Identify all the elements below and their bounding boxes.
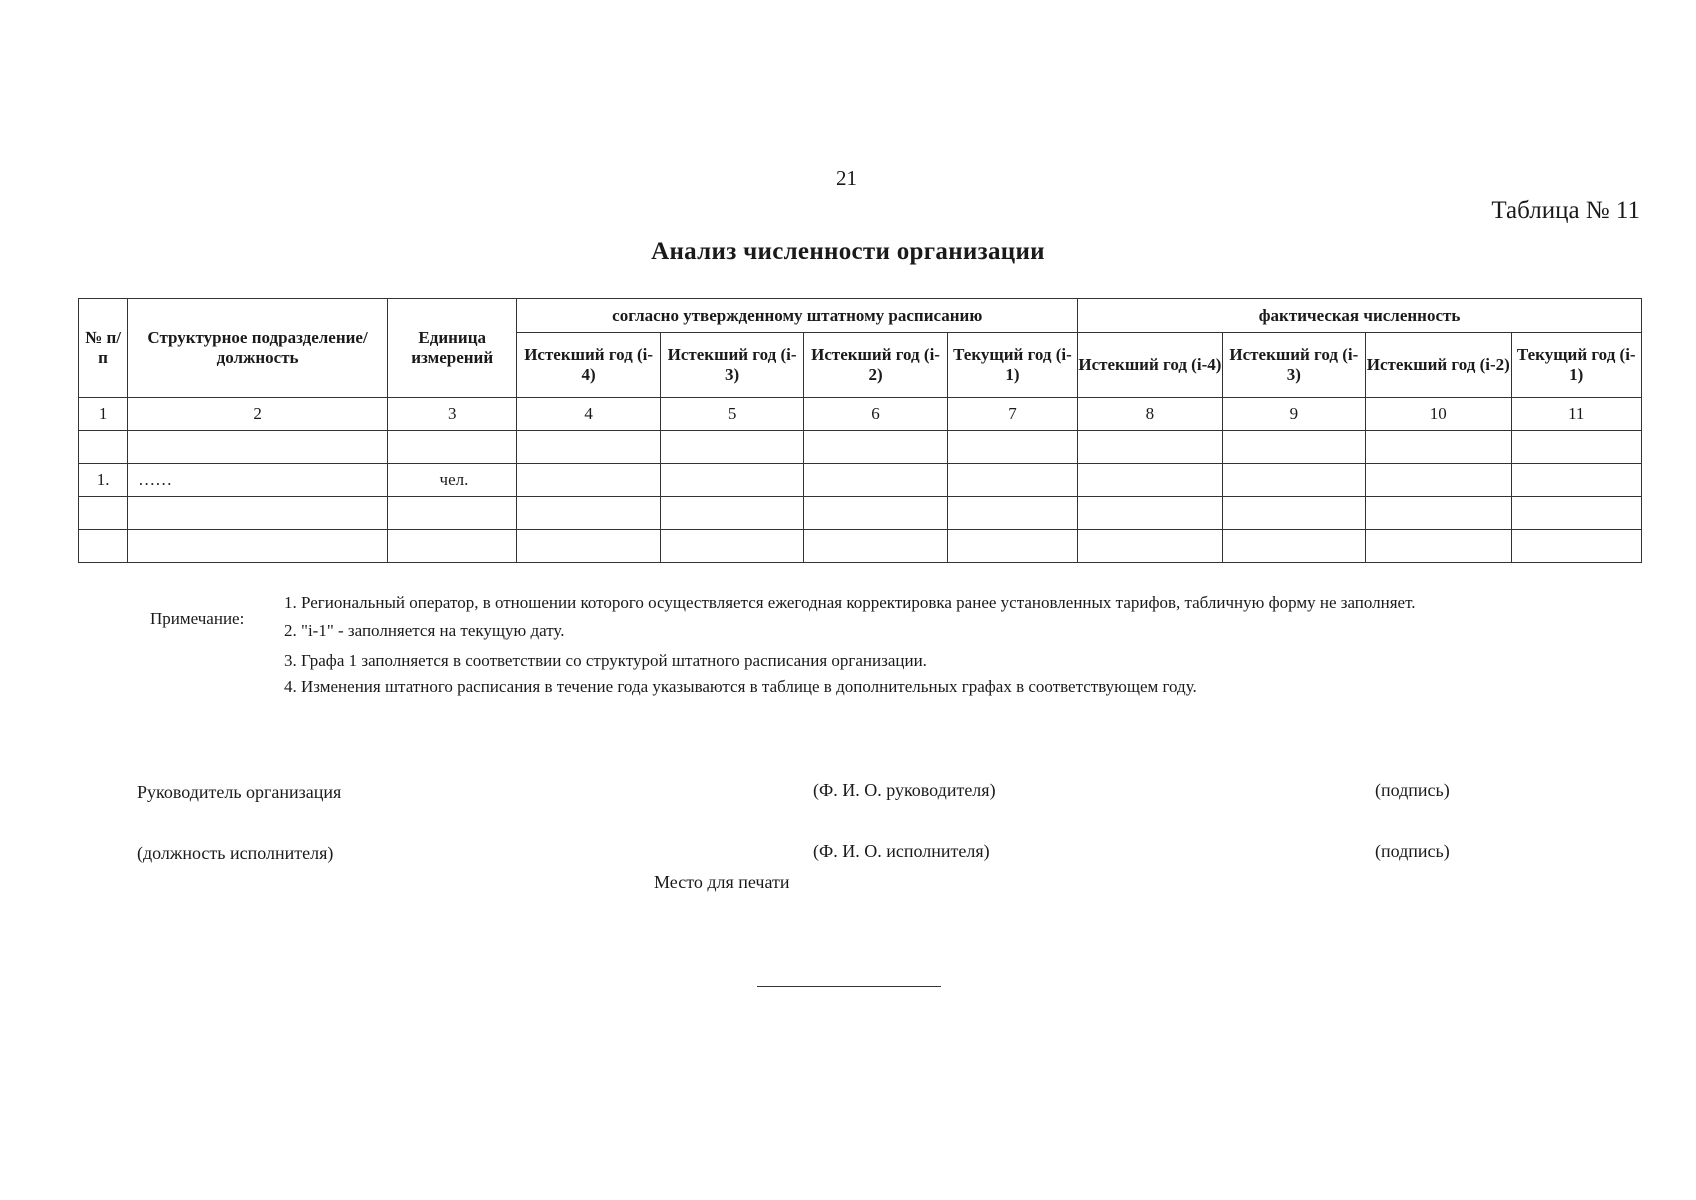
table-cell [660,431,803,464]
subheader-planned-i3: Истекший год (i-3) [660,333,803,398]
note-item: 1. Региональный оператор, в отношении которого осуществляется ежегодная корректировка ранее установленных тарифов, табличную форму не заполняет. [284,593,1416,612]
column-number: 11 [1511,398,1641,431]
table-cell [660,497,803,530]
table-cell [1511,431,1641,464]
table-cell [660,530,803,563]
page-number: 21 [836,166,857,190]
note-item: 4. Изменения штатного расписания в течение года указываются в таблице в дополнительных графах в соответствующем году. [284,677,1197,696]
column-number: 7 [947,398,1077,431]
table-cell [517,497,660,530]
table-cell [128,431,388,464]
table-cell [947,530,1077,563]
table-cell [387,431,516,464]
column-number: 10 [1366,398,1511,431]
table-cell [1366,530,1511,563]
column-number-row [79,398,1642,431]
row-num: 1. [79,464,128,497]
subheader-planned-i1: Текущий год (i-1) [947,333,1077,398]
head-organization-label: Руководитель организация [137,782,342,802]
table-cell [804,431,947,464]
table-cell [1078,464,1222,497]
page-title: Анализ численности организации [651,238,1045,265]
table-cell [947,431,1077,464]
table-cell [1366,497,1511,530]
table-cell [947,497,1077,530]
note-item: 3. Графа 1 заполняется в соответствии со структурой штатного расписания организации. [284,651,927,670]
table-row [79,464,1642,497]
table-cell [1222,497,1365,530]
subheader-actual-i2: Истекший год (i-2) [1366,333,1511,398]
table-row [79,431,1642,464]
table-cell [387,497,516,530]
column-number: 8 [1078,398,1222,431]
closing-rule [757,986,941,987]
column-number: 1 [79,398,128,431]
table-cell [1366,464,1511,497]
header-num: № п/ п [79,299,128,398]
table-cell [128,530,388,563]
table-cell [804,530,947,563]
table-cell [517,431,660,464]
table-cell [1222,530,1365,563]
table-cell [79,530,128,563]
subheader-actual-i1: Текущий год (i-1) [1511,333,1641,398]
row-unit: чел. [387,464,516,497]
table-cell [1222,431,1365,464]
header-group-actual: фактическая численность [1078,299,1642,333]
column-number: 9 [1222,398,1365,431]
table-cell [1078,431,1222,464]
executor-position-label: (должность исполнителя) [137,843,334,863]
header-unit: Единица измерений [387,299,516,398]
table-row [79,497,1642,530]
table-cell [128,497,388,530]
table-cell [1078,530,1222,563]
subheader-planned-i4: Истекший год (i-4) [517,333,660,398]
subheader-actual-i4: Истекший год (i-4) [1078,333,1222,398]
executor-signature-label: (подпись) [1375,841,1450,861]
header-group-planned: согласно утвержденному штатному расписанию [517,299,1078,333]
row-division: …… [128,464,388,497]
notes-list [284,590,1534,700]
head-name-label: (Ф. И. О. руководителя) [813,780,996,800]
table-cell [660,464,803,497]
column-number: 4 [517,398,660,431]
column-number: 3 [387,398,516,431]
column-number: 6 [804,398,947,431]
table-cell [1222,464,1365,497]
column-number: 2 [128,398,388,431]
table-cell [1511,464,1641,497]
table-cell [79,497,128,530]
note-item: 2. "i-1" - заполняется на текущую дату. [284,621,565,640]
table-row [79,530,1642,563]
table-cell [387,530,516,563]
table-cell [804,497,947,530]
table-label: Таблица № 11 [1491,197,1640,224]
table-cell [79,431,128,464]
stamp-place-label: Место для печати [654,872,790,892]
table-cell [1511,530,1641,563]
table-cell [1078,497,1222,530]
table-cell [517,464,660,497]
notes-label: Примечание: [150,609,245,628]
staff-analysis-table [78,298,1642,563]
column-number: 5 [660,398,803,431]
table-cell [1366,431,1511,464]
subheader-planned-i2: Истекший год (i-2) [804,333,947,398]
table-cell [517,530,660,563]
table-cell [947,464,1077,497]
table-cell [804,464,947,497]
executor-name-label: (Ф. И. О. исполнителя) [813,841,990,861]
header-division: Структурное подразделение/должность [128,299,388,398]
head-signature-label: (подпись) [1375,780,1450,800]
subheader-actual-i3: Истекший год (i-3) [1222,333,1365,398]
table-cell [1511,497,1641,530]
